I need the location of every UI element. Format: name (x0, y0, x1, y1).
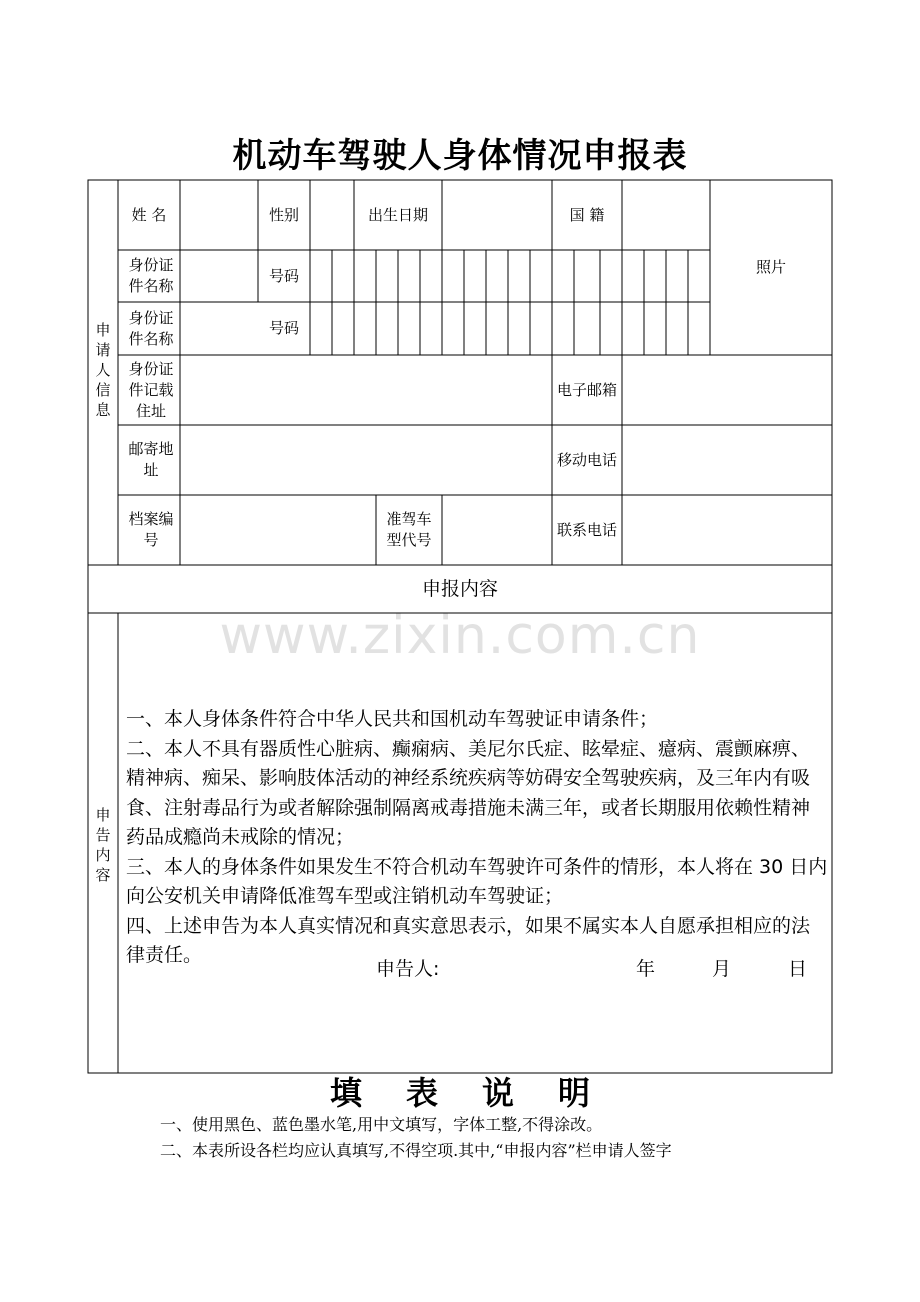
vehicle-class-field[interactable] (442, 495, 552, 565)
email-field[interactable] (622, 355, 832, 425)
file-number-label: 档案编号 (128, 510, 174, 549)
declaration-item-3: 三、本人的身体条件如果发生不符合机动车驾驶许可条件的情形，本人将在 30 日内向公安机关申请降低准驾车型或注销机动车驾驶证； (126, 855, 828, 907)
name-field[interactable] (180, 180, 258, 250)
mobile-field[interactable] (622, 425, 832, 495)
id-number-field-1[interactable] (310, 250, 710, 302)
instructions-title-char: 表 (405, 1074, 438, 1112)
instructions-title-char: 说 (482, 1074, 515, 1112)
name-label: 姓 名 (131, 205, 167, 224)
declarant-label: 申告人: (376, 958, 440, 980)
declaration-item-4: 四、上述申告为本人真实情况和真实意思表示，如果不属实本人自愿承担相应的法律责任。 (126, 914, 811, 966)
declaration-text (126, 705, 828, 971)
photo-box[interactable]: 照片 (755, 258, 786, 276)
gender-field[interactable] (310, 180, 354, 250)
email-label: 电子邮箱 (556, 380, 617, 399)
nationality-label: 国 籍 (569, 205, 605, 224)
birth-date-label: 出生日期 (367, 205, 428, 224)
declaration-item-2: 二、本人不具有器质性心脏病、癫痫病、美尼尔氏症、眩晕症、癔病、震颤麻痹、精神病、痴呆、影响肢体活动的神经系统疾病等妨碍安全驾驶疾病，及三年内有吸食、注射毒品行为或者解除强制隔离戒毒措施未满三年，或者长期服用依赖性精神药品成瘾尚未戒除的情况； (126, 737, 811, 848)
vehicle-class-label: 准驾车型代号 (386, 510, 432, 549)
applicant-section-label: 申请人信息 (95, 321, 111, 419)
instructions-title-char: 明 (558, 1074, 591, 1112)
sign-month-label: 月 (712, 958, 732, 980)
id-address-label: 身份证件记载住址 (128, 359, 174, 420)
gender-label: 性别 (268, 205, 299, 224)
sign-year-label: 年 (636, 958, 656, 980)
declarant-signature-field[interactable] (450, 955, 620, 983)
mail-address-label: 邮寄地址 (128, 440, 174, 479)
id-doc-name-label-1: 身份证件名称 (128, 256, 174, 295)
declaration-section-label: 申告内容 (95, 806, 111, 884)
instruction-item-2: 二、本表所设各栏均应认真填写,不得空项.其中,“申报内容”栏申请人签字 (160, 1141, 672, 1160)
instructions-title-char: 填 (329, 1074, 362, 1112)
id-address-field[interactable] (180, 355, 552, 425)
sign-day-label: 日 (788, 958, 808, 980)
id-number-field-2[interactable] (310, 302, 710, 355)
id-number-label-1: 号码 (268, 266, 299, 285)
birth-date-field[interactable] (442, 180, 552, 250)
id-doc-name-label-2: 身份证件名称 (128, 308, 174, 348)
form-title: 机动车驾驶人身体情况申报表 (232, 136, 688, 176)
id-doc-name-field-2[interactable] (180, 302, 258, 355)
nationality-field[interactable] (622, 180, 710, 250)
instructions-title (0, 1070, 920, 1116)
id-doc-name-field-1[interactable] (180, 250, 258, 302)
mobile-label: 移动电话 (556, 450, 617, 469)
id-number-label-2: 号码 (268, 319, 299, 337)
watermark: www.zixin.com.cn (219, 606, 701, 666)
phone-label: 联系电话 (556, 520, 617, 539)
mail-address-field[interactable] (180, 425, 552, 495)
file-number-field[interactable] (180, 495, 376, 565)
instruction-item-1: 一、使用黑色、蓝色墨水笔,用中文填写，字体工整,不得涂改。 (160, 1115, 603, 1134)
phone-field[interactable] (622, 495, 832, 565)
declaration-header: 申报内容 (421, 577, 498, 600)
declaration-item-1: 一、本人身体条件符合中华人民共和国机动车驾驶证申请条件； (126, 708, 659, 730)
